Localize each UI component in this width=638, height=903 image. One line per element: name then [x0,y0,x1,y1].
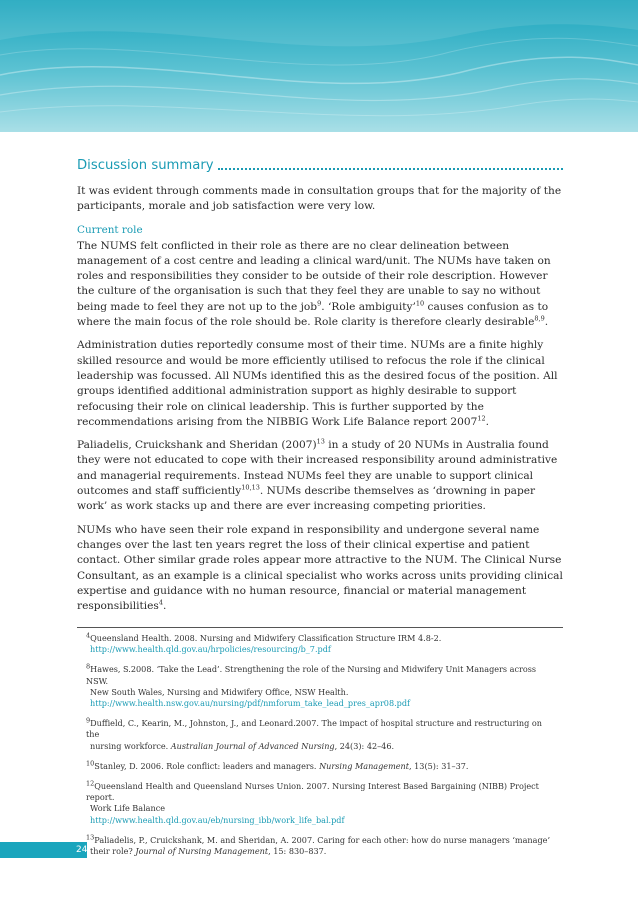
p2-text-a: Administration duties reportedly consume most of their time. NUMs are a finite highly skilled resource and would be more efficiently utilised to refocus the role if the clinical leadership was focussed. All NUMs identified this as the desired focus of the position. All groups identified additional administration support as highly desirable to support refocusing their role on clinical leadership. This is further supported by the recommendations arising from the NIBBIG Work Life Balance report 2007 [77,339,558,428]
section-heading: Discussion summary [77,157,214,173]
footnote-8 [86,664,554,709]
footnote-link[interactable]: http://www.health.qld.gov.au/hrpolicies/resourcing/b_7.pdf [90,644,331,655]
footnote-10 [86,761,554,772]
p4-text-b: . [163,600,167,613]
p1-text-b: . ‘Role ambiguity’ [321,300,416,313]
footnote-text: Stanley, D. 2006. Role conflict: leaders and managers. [94,760,320,771]
p3-text-a: Paliadelis, Cruickshank and Sheridan (2007) [77,439,317,452]
dotted-leader [218,168,563,170]
footnote-link[interactable]: http://www.health.nsw.gov.au/nursing/pdf/nmforum_take_lead_pres_apr08.pdf [90,698,411,709]
footnote-number: 10 [86,759,95,768]
paragraph-study [77,438,563,514]
footnote-4 [86,633,554,655]
main-content [77,150,563,622]
footnote-ref: 4 [158,598,164,607]
paragraph-role-expansion [77,523,563,615]
p4-text-a: NUMs who have seen their role expand in responsibility and undergone several name changes over the last ten years regret the loss of their clinical expertise and patient contact. Other similar grade roles appear more attractive to the NUM. The Clinical Nurse Consultant, as an example is a clinical specialist who works across units providing clinical expertise and guidance with no human resource, financial or material management responsibilities [77,523,563,613]
p3-text-c: . NUMs describe themselves as ‘drowning in paper work’ as work stacks up and there are ever increasing competing priorities. [77,485,536,513]
footnote-number: 12 [86,779,95,788]
footnote-text: Duffield, C., Kearin, M., Johnston, J., and Leonard.2007. The impact of hospital structure and restructuring on the [86,718,542,740]
footnote-text-line2a: nursing workforce. [90,740,171,751]
footnote-number: 4 [86,631,91,640]
p2-text-b: . [485,415,490,428]
footnote-text-end: , 13(5): 31–37. [409,760,469,771]
footnote-number: 9 [86,716,91,725]
footnote-text: Hawes, S.2008. ‘Take the Lead’. Strengthening the role of the Nursing and Midwifery Unit Managers across NSW. [86,664,537,686]
footnote-ref: 9 [317,299,322,308]
banner-wave-graphic [0,0,638,132]
p1-text-d: . [544,316,549,329]
footnote-text-line2a: their role? [90,846,136,857]
footnote-ref: 10,13 [241,483,260,492]
footnote-text-line2b: , 24(3): 42–46. [334,740,395,751]
footnote-12 [86,781,554,826]
footnote-9 [86,718,554,752]
footnote-text: Queensland Health and Queensland Nurses Union. 2007. Nursing Interest Based Bargaining (NIBB) Project report. [86,781,539,803]
footnotes [86,633,554,866]
section-heading-row [77,150,563,172]
footnote-text-line2: Work Life Balance [90,803,166,814]
page-number: 24 [76,845,88,855]
p1-text-a: The NUMS felt conflicted in their role as there are no clear delineation between management of a cost centre and leading a clinical ward/unit. The NUMs have taken on roles and responsibilities they consider to be outside of their role description. However the culture of the organisation is such that they feel they are unable to say no without being made to feel they are not up to the job [77,239,551,313]
paragraph-role-conflict [77,239,563,331]
footnote-text-line2: New South Wales, Nursing and Midwifery Office, NSW Health. [90,686,349,697]
footnote-text-line2b: , 15: 830–837. [268,846,327,857]
p1-text-c: causes confusion as to where the main focus of the role should be. Role clarity is therefore clearly desirable [77,300,549,329]
footnote-number: 8 [86,662,91,671]
intro-paragraph: It was evident through comments made in consultation groups that for the majority of the participants, morale and job satisfaction were very low. [77,185,562,213]
journal-title: Nursing Management [319,760,410,771]
footnote-13 [86,835,554,857]
page-number-tab [0,842,87,858]
footnote-ref: 10 [415,299,425,308]
footnote-text: Paliadelis, P., Cruickshank, M. and Sheridan, A. 2007. Caring for each other: how do nurse managers ‘manage’ [94,834,551,845]
footnote-number: 13 [86,833,95,842]
footnote-ref: 13 [316,437,325,446]
footnote-link[interactable]: http://www.health.qld.gov.au/eb/nursing_ibb/work_life_bal.pdf [90,814,345,825]
footnote-ref: 12 [477,414,486,423]
footnote-divider [77,627,563,628]
footnote-text: Queensland Health. 2008. Nursing and Midwifery Classification Structure IRM 4.8-2. [90,633,442,643]
subheading-current-role: Current role [77,223,143,236]
footnote-ref: 8,9 [534,314,545,323]
header-banner [0,0,638,132]
journal-title: Australian Journal of Advanced Nursing [170,740,335,751]
journal-title: Journal of Nursing Management [135,846,269,857]
paragraph-administration [77,338,563,430]
p3-text-b: in a study of 20 NUMs in Australia found they were not educated to cope with their increased responsibility around administrative and managerial requirements. Instead NUMs feel they are unable to support clinical outcomes and staff sufficiently [77,439,558,498]
